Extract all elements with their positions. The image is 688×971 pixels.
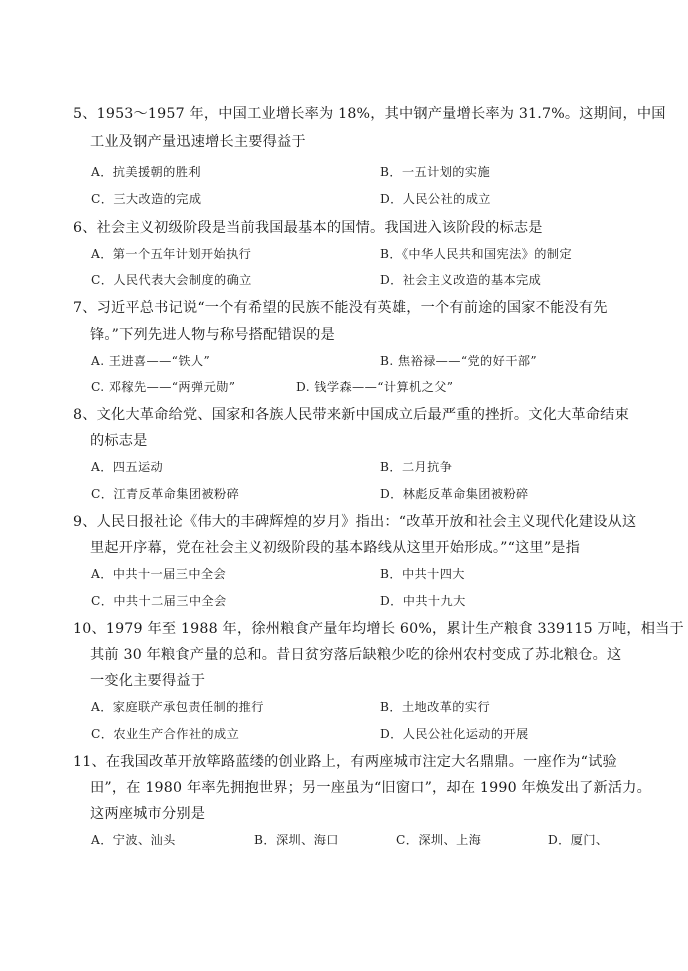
question-7-option-c: C. 邓稼先——“两弹元勋” (91, 380, 236, 394)
question-8-stem-line-2: 的标志是 (90, 433, 148, 449)
question-11-stem-line-1: 11、在我国改革开放筚路蓝缕的创业路上，有两座城市注定大名鼎鼎。一座作为“试验 (73, 754, 617, 770)
question-11-stem-line-2: 田”，在 1980 年率先拥抱世界；另一座虽为“旧窗口”，却在 1990 年焕发出了新活力。 (90, 780, 652, 796)
question-11-option-b: B．深圳、海口 (254, 833, 339, 847)
question-8-option-a: A．四五运动 (91, 460, 164, 474)
question-9-option-d: D．中共十九大 (380, 594, 466, 608)
question-5-stem-line-2: 工业及钢产量迅速增长主要得益于 (90, 134, 306, 150)
question-5-stem-line-1: 5、1953～1957 年，中国工业增长率为 18%，其中钢产量增长率为 31.7%。这期间，中国 (73, 106, 666, 122)
question-10-option-d: D．人民公社化运动的开展 (380, 727, 529, 741)
question-5-option-b: B．一五计划的实施 (380, 165, 491, 179)
question-9-option-c: C．中共十二届三中全会 (91, 594, 227, 608)
question-5-option-a: A．抗美援朝的胜利 (91, 165, 201, 179)
question-10-stem-line-3: 一变化主要得益于 (90, 673, 206, 689)
question-5-option-c: C．三大改造的完成 (91, 192, 202, 206)
question-10-option-c: C．农业生产合作社的成立 (91, 727, 240, 741)
question-6-option-c: C．人民代表大会制度的确立 (91, 273, 252, 287)
question-6-option-d: D．社会主义改造的基本完成 (380, 273, 542, 287)
question-10-option-b: B．土地改革的实行 (380, 700, 491, 714)
question-7-stem-line-2: 锋。”下列先进人物与称号搭配错误的是 (90, 327, 335, 343)
question-7-option-a: A. 王进喜——“铁人” (91, 354, 211, 368)
question-10-option-a: A．家庭联产承包责任制的推行 (91, 700, 264, 714)
question-6-option-a: A．第一个五年计划开始执行 (91, 247, 252, 261)
question-9-stem-line-1: 9、人民日报社论《伟大的丰碑辉煌的岁月》指出：“改革开放和社会主义现代化建设从这 (73, 514, 637, 530)
question-9-stem-line-2: 里起开序幕，党在社会主义初级阶段的基本路线从这里开始形成。”“这里”是指 (90, 540, 581, 556)
question-10-stem-line-2: 其前 30 年粮食产量的总和。昔日贫穷落后缺粮少吃的徐州农村变成了苏北粮仓。这 (90, 647, 622, 663)
question-7-option-b: B. 焦裕禄——“党的好干部” (380, 354, 538, 368)
question-7-stem-line-1: 7、习近平总书记说“一个有希望的民族不能没有英雄，一个有前途的国家不能没有先 (73, 300, 608, 316)
question-6-option-b: B．《中华人民共和国宪法》的制定 (380, 247, 573, 261)
question-8-option-b: B．二月抗争 (380, 460, 453, 474)
question-11-stem-line-3: 这两座城市分别是 (90, 806, 206, 822)
question-9-option-a: A．中共十一届三中全会 (91, 567, 227, 581)
question-11-option-c: C．深圳、上海 (396, 833, 482, 847)
question-10-stem-line-1: 10、1979 年至 1988 年，徐州粮食产量年均增长 60%，累计生产粮食 339115 万吨，相当于 (73, 621, 684, 637)
question-11-option-a: A．宁波、汕头 (91, 833, 176, 847)
question-11-option-d: D．厦门、 (548, 833, 609, 847)
question-5-option-d: D．人民公社的成立 (380, 192, 491, 206)
question-9-option-b: B．中共十四大 (380, 567, 465, 581)
question-7-option-d: D. 钱学森——“计算机之父” (296, 380, 454, 394)
question-8-option-d: D．林彪反革命集团被粉碎 (380, 487, 529, 501)
question-8-option-c: C．江青反革命集团被粉碎 (91, 487, 240, 501)
question-6-stem-line-1: 6、社会主义初级阶段是当前我国最基本的国情。我国进入该阶段的标志是 (73, 220, 543, 236)
question-8-stem-line-1: 8、文化大革命给党、国家和各族人民带来新中国成立后最严重的挫折。文化大革命结束 (73, 407, 629, 423)
